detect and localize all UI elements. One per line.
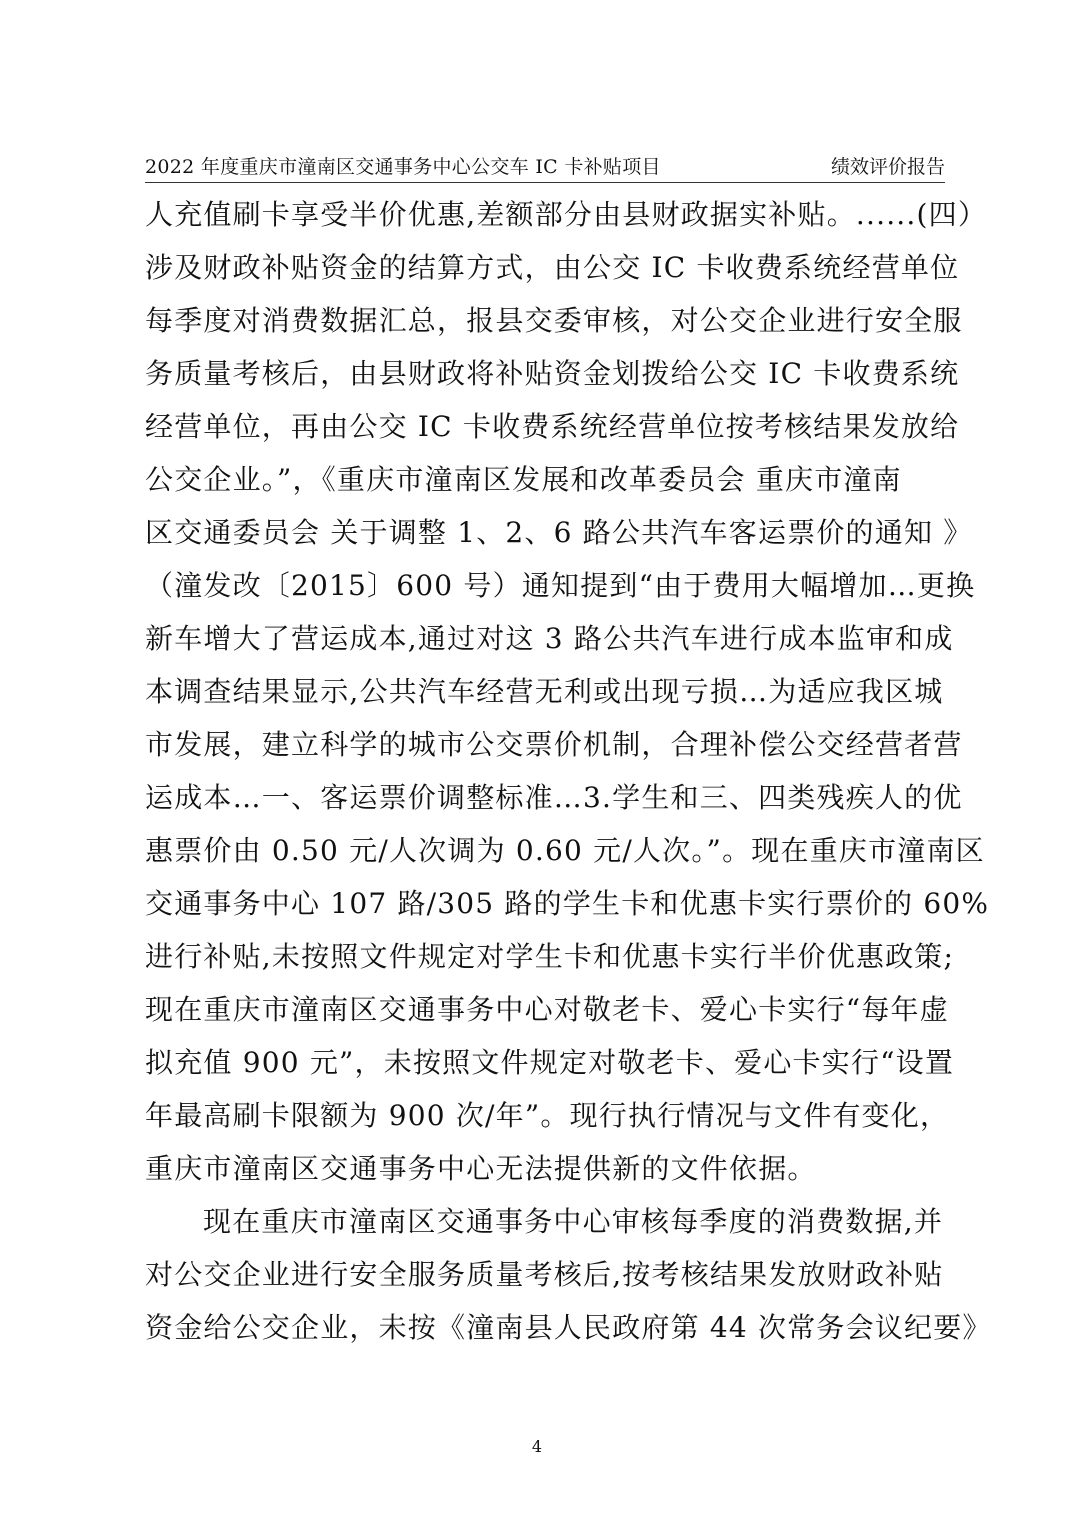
body-line: 现在重庆市潼南区交通事务中心对敬老卡、爱心卡实行“每年虚 xyxy=(145,993,949,1026)
page-header xyxy=(145,150,945,183)
paragraph-line: 对公交企业进行安全服务质量考核后,按考核结果发放财政补贴 xyxy=(145,1258,944,1291)
body-line: 区交通委员会 关于调整 1、2、6 路公共汽车客运票价的通知 》 xyxy=(145,516,973,549)
body-line: 惠票价由 0.50 元/人次调为 0.60 元/人次。”。现在重庆市潼南区 xyxy=(145,834,985,867)
header-project-title: 2022 年度重庆市潼南区交通事务中心公交车 IC 卡补贴项目 xyxy=(145,156,661,178)
body-line: 公交企业。”，《重庆市潼南区发展和改革委员会 重庆市潼南 xyxy=(145,463,902,496)
page-number: 4 xyxy=(531,1437,543,1456)
body-line: 务质量考核后，由县财政将补贴资金划拨给公交 IC 卡收费系统 xyxy=(145,357,960,390)
paragraph-line: 资金给公交企业，未按《潼南县人民政府第 44 次常务会议纪要》 xyxy=(145,1311,992,1344)
body-line: 每季度对消费数据汇总，报县交委审核，对公交企业进行安全服 xyxy=(145,304,963,337)
body-line: 新车增大了营运成本,通过对这 3 路公共汽车进行成本监审和成 xyxy=(145,622,954,655)
body-line: 人充值刷卡享受半价优惠,差额部分由县财政据实补贴。......(四） xyxy=(145,198,988,231)
header-report-title: 绩效评价报告 xyxy=(830,156,945,178)
body-line: 运成本…一、客运票价调整标准…3.学生和三、四类残疾人的优 xyxy=(145,781,963,814)
body-line: 进行补贴,未按照文件规定对学生卡和优惠卡实行半价优惠政策; xyxy=(145,940,955,973)
paragraph-line: 现在重庆市潼南区交通事务中心审核每季度的消费数据,并 xyxy=(203,1205,944,1238)
body-line: 交通事务中心 107 路/305 路的学生卡和优惠卡实行票价的 60% xyxy=(145,887,990,920)
body-line: 涉及财政补贴资金的结算方式，由公交 IC 卡收费系统经营单位 xyxy=(145,251,960,284)
body-line: 重庆市潼南区交通事务中心无法提供新的文件依据。 xyxy=(145,1152,817,1185)
body-line: 年最高刷卡限额为 900 次/年”。现行执行情况与文件有变化， xyxy=(145,1099,950,1132)
body-line: 本调查结果显示,公共汽车经营无利或出现亏损…为适应我区城 xyxy=(145,675,944,708)
body-line: 经营单位，再由公交 IC 卡收费系统经营单位按考核结果发放给 xyxy=(145,410,960,443)
body-line: 市发展，建立科学的城市公交票价机制，合理补偿公交经营者营 xyxy=(145,728,963,761)
body-line: （潼发改〔2015〕600 号）通知提到“由于费用大幅增加…更换 xyxy=(145,569,976,602)
body-line: 拟充值 900 元”，未按照文件规定对敬老卡、爱心卡实行“设置 xyxy=(145,1046,955,1079)
